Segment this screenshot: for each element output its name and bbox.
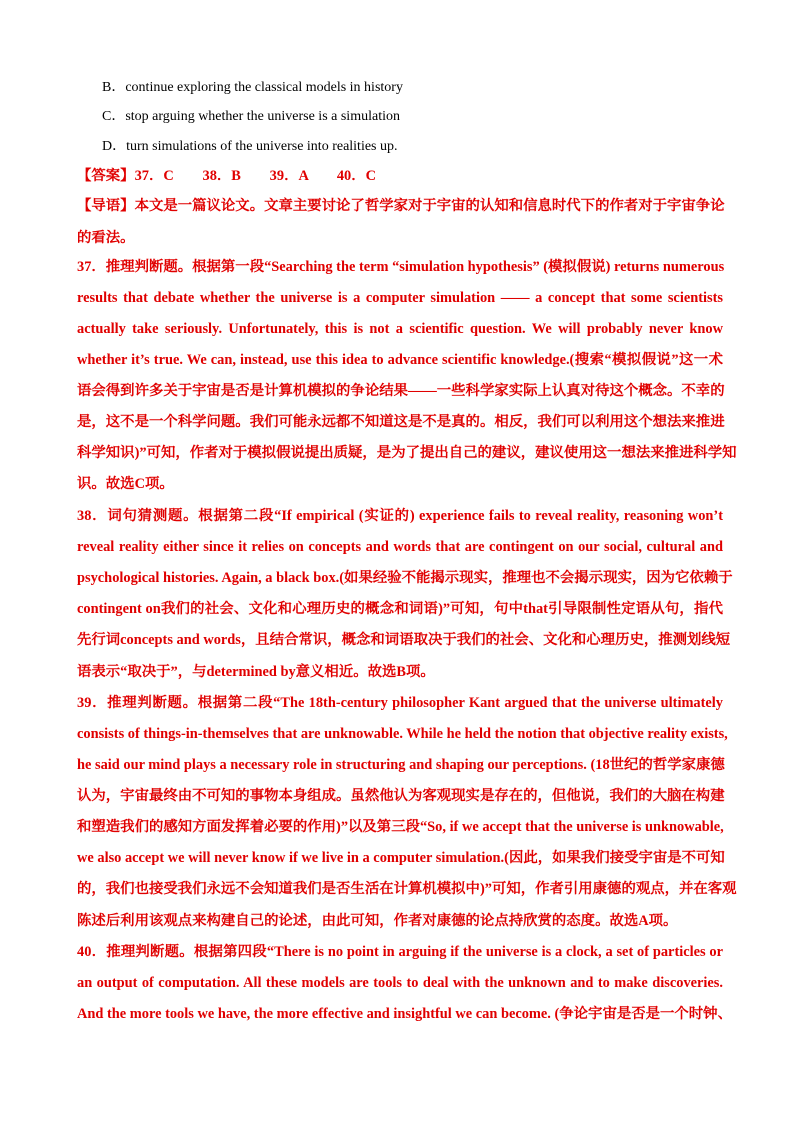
explanation-39-line: consists of things-in-themselves that are unknowable. While he held the notion that objective reality exists, [77,726,728,742]
explanation-38-line: contingent on我们的社会、文化和心理历史的概念和词语)”可知，句中that引导限制性定语从句，指代 [77,601,723,617]
option-c: C．stop arguing whether the universe is a simulation [102,109,400,124]
guide-line: 【导语】本文是一篇议论文。文章主要讨论了哲学家对于宇宙的认知和信息时代下的作者对于宇宙争论 [77,198,725,214]
explanation-37-line: whether it’s true. We can, instead, use this idea to advance scientific knowledge.(搜索“模拟假说”这一术 [77,352,723,368]
answer-key: 【答案】37．C 38．B 39．A 40．C [77,168,377,184]
explanation-38-line: 先行词concepts and words，且结合常识，概念和词语取决于我们的社会、文化和心理历史，推测划线短 [77,632,731,648]
guide-line: 的看法。 [77,230,135,246]
explanation-37-line: actually take seriously. Unfortunately, this is not a scientific question. We will probably never know [77,321,723,337]
explanation-37-line: 语会得到许多关于宇宙是否是计算机模拟的争论结果——一些科学家实际上认真对待这个概念。不幸的 [77,383,725,399]
explanation-38-line: 38．词句猜测题。根据第二段“If empirical (实证的) experience fails to reveal reality, reasoning won’t [77,508,723,524]
explanation-37-line: 是，这不是一个科学问题。我们可能永远都不知道这是不是真的。相反，我们可以利用这个想法来推进 [77,414,725,430]
explanation-39-line: we also accept we will never know if we live in a computer simulation.(因此，如果我们接受宇宙是不可知 [77,850,725,866]
explanation-40-line: 40．推理判断题。根据第四段“There is no point in arguing if the universe is a clock, a set of particles or [77,944,723,960]
explanation-39-line: he said our mind plays a necessary role in structuring and shaping our perceptions. (18世纪的哲学家康德 [77,757,725,773]
explanation-38-line: reveal reality either since it relies on concepts and words that are contingent on our social, cultural and [77,539,723,555]
explanation-38-line: psychological histories. Again, a black box.(如果经验不能揭示现实，推理也不会揭示现实，因为它依赖于 [77,570,733,586]
explanation-39-line: 39．推理判断题。根据第二段“The 18th-century philosopher Kant argued that the universe ultimately [77,695,723,711]
explanation-37-line: 科学知识)”可知，作者对于模拟假说提出质疑，是为了提出自己的建议，建议使用这一想法来推进科学知 [77,445,737,461]
option-d: D．turn simulations of the universe into realities up. [102,139,398,154]
explanation-39-line: 认为，宇宙最终由不可知的事物本身组成。虽然他认为客观现实是存在的，但他说，我们的大脑在构建 [77,788,725,804]
explanation-37-line: results that debate whether the universe is a computer simulation —— a concept that some scientists [77,290,723,306]
explanation-39-line: 和塑造我们的感知方面发挥着必要的作用)”以及第三段“So, if we accept that the universe is unknowable, [77,819,724,835]
explanation-39-line: 的，我们也接受我们永远不会知道我们是否生活在计算机模拟中)”可知，作者引用康德的观点，并在客观 [77,881,737,897]
explanation-37-line: 37．推理判断题。根据第一段“Searching the term “simulation hypothesis” (模拟假说) returns numerous [77,259,725,275]
explanation-40-line: an output of computation. All these models are tools to deal with the unknown and to make discoveries. [77,975,723,991]
explanation-38-line: 语表示“取决于”，与determined by意义相近。故选B项。 [77,664,435,680]
explanation-39-line: 陈述后利用该观点来构建自己的论述，由此可知，作者对康德的论点持欣赏的态度。故选A项。 [77,913,678,929]
explanation-40-line: And the more tools we have, the more effective and insightful we can become. (争论宇宙是否是一个时钟、 [77,1006,732,1022]
explanation-37-line: 识。故选C项。 [77,476,174,492]
option-b: B．continue exploring the classical models in history [102,80,403,95]
